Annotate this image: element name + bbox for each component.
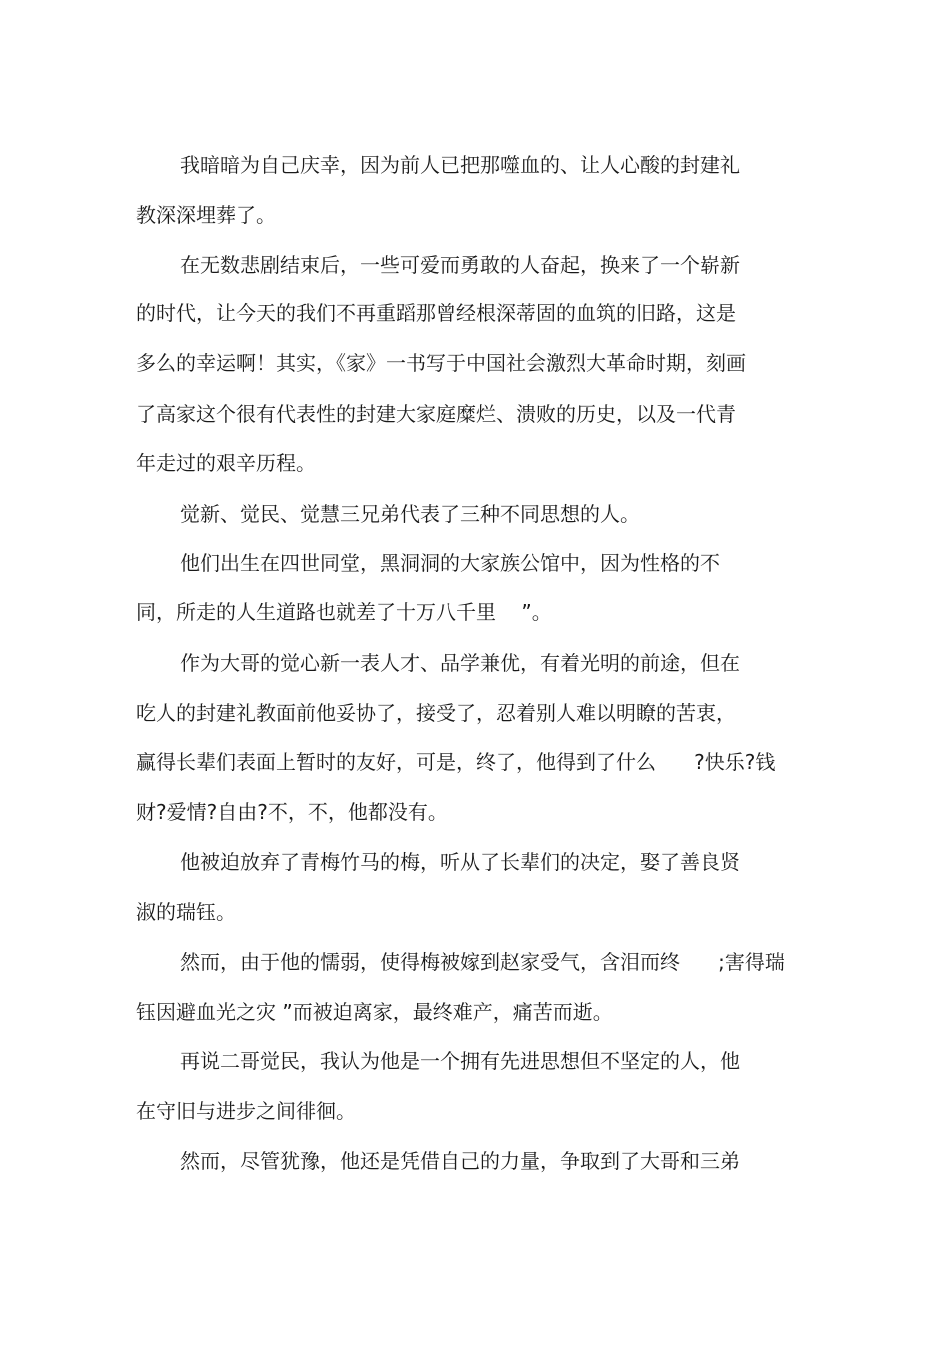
text-line: 财?爱情?自由?不，不，他都没有。	[136, 800, 448, 824]
text-line: 赢得长辈们表面上暂时的友好，可是，终了，他得到了什么 ?快乐?钱	[136, 750, 776, 774]
text-line: 在守旧与进步之间徘徊。	[136, 1099, 356, 1123]
text-line: 钰因避血光之灾 ”而被迫离家，最终难产，痛苦而逝。	[136, 1000, 613, 1024]
text-line: 他们出生在四世同堂，黑洞洞的大家族公馆中，因为性格的不	[180, 551, 720, 575]
text-line: 觉新、觉民、觉慧三兄弟代表了三种不同思想的人。	[180, 502, 640, 526]
text-line: 多么的幸运啊！其实，《家》一书写于中国社会激烈大革命时期，刻画	[136, 351, 746, 375]
text-line: 再说二哥觉民，我认为他是一个拥有先进思想但不坚定的人，他	[180, 1049, 740, 1073]
text-line: 他被迫放弃了青梅竹马的梅，听从了长辈们的决定，娶了善良贤	[180, 850, 740, 874]
text-line: 教深深埋葬了。	[136, 203, 276, 227]
text-line: 年走过的艰辛历程。	[136, 451, 316, 475]
text-line: 作为大哥的觉心新一表人才、品学兼优，有着光明的前途，但在	[180, 651, 740, 675]
text-line: 同，所走的人生道路也就差了十万八千里 ”。	[136, 600, 552, 624]
text-line: 在无数悲剧结束后，一些可爱而勇敢的人奋起，换来了一个崭新	[180, 253, 740, 277]
text-line: 吃人的封建礼教面前他妥协了，接受了，忍着别人难以明瞭的苦衷，	[136, 701, 736, 725]
text-line: 然而，由于他的懦弱，使得梅被嫁到赵家受气，含泪而终 ;害得瑞	[180, 950, 785, 974]
text-line: 我暗暗为自己庆幸，因为前人已把那噬血的、让人心酸的封建礼	[180, 153, 740, 177]
text-line: 淑的瑞钰。	[136, 900, 236, 924]
text-line: 的时代，让今天的我们不再重蹈那曾经根深蒂固的血筑的旧路，这是	[136, 301, 736, 325]
text-line: 然而，尽管犹豫，他还是凭借自己的力量，争取到了大哥和三弟	[180, 1149, 740, 1173]
text-line: 了高家这个很有代表性的封建大家庭糜烂、溃败的历史，以及一代青	[136, 402, 736, 426]
